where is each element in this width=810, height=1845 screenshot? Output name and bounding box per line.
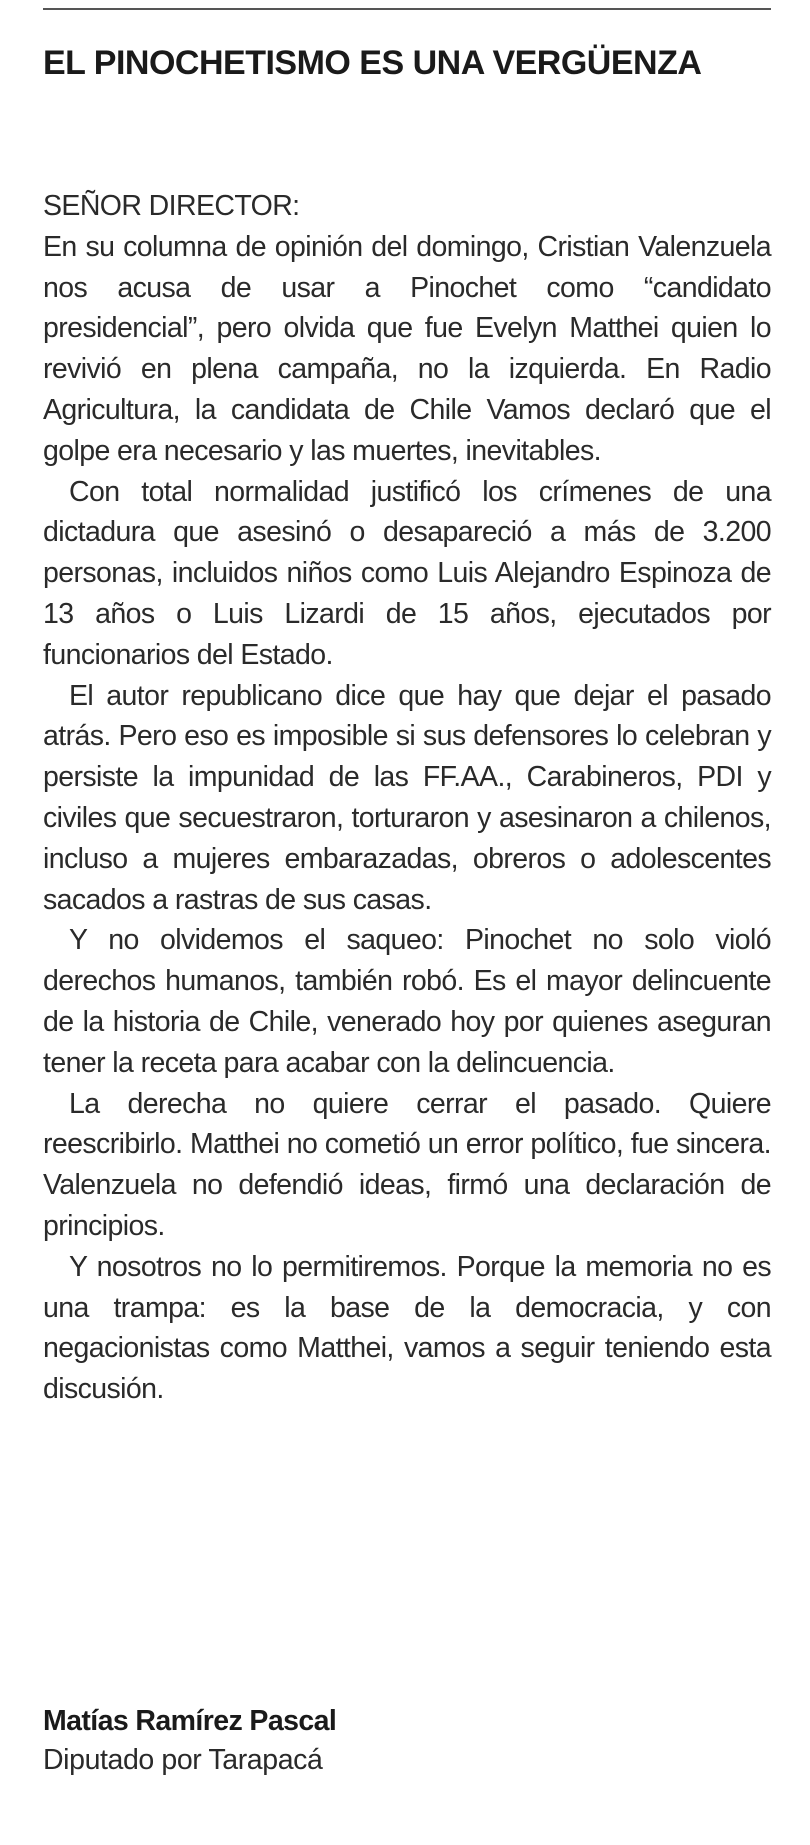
paragraph-2: Con total normalidad justificó los crímenes de una dictadura que asesinó o desapareció a más de 3.200 personas, incluidos niños como Luis Alejandro Espinoza de 13 años o Luis Lizardi de 15 años, ejecutados por funcionarios del Estado. [43, 475, 771, 671]
paragraph-4: Y no olvidemos el saqueo: Pinochet no solo violó derechos humanos, también robó. Es el mayor delincuente de la historia de Chile, venerado hoy por quienes aseguran tener la receta para acabar con la delincuencia. [43, 924, 771, 1079]
signature-block [43, 1702, 771, 1780]
top-divider [43, 8, 771, 10]
paragraph-3: El autor republicano dice que hay que dejar el pasado atrás. Pero eso es imposible si sus defensores lo celebran y persiste la impunidad de las FF.AA., Carabineros, PDI y civiles que secuestraron, torturaron y asesinaron a chilenos, incluso a mujeres embarazadas, obreros o adolescentes sacados a rastras de sus casas. [43, 679, 771, 916]
author-role: Diputado por Tarapacá [43, 1744, 323, 1776]
salutation: SEÑOR DIRECTOR: [43, 190, 300, 222]
letter-headline: EL PINOCHETISMO ES UNA VERGÜENZA [43, 44, 702, 82]
author-name: Matías Ramírez Pascal [43, 1705, 337, 1737]
paragraph-6: Y nosotros no lo permitiremos. Porque la memoria no es una trampa: es la base de la democracia, y con negacionistas como Matthei, vamos a seguir teniendo esta discusión. [43, 1250, 771, 1406]
letter-body [43, 186, 771, 1410]
paragraph-5: La derecha no quiere cerrar el pasado. Quiere reescribirlo. Matthei no cometió un error político, fue sincera. Valenzuela no defendió ideas, firmó una declaración de principios. [43, 1087, 771, 1242]
letter-page [43, 0, 771, 1845]
paragraph-1: En su columna de opinión del domingo, Cristian Valenzuela nos acusa de usar a Pinochet como “candidato presidencial”, pero olvida que fue Evelyn Matthei quien lo revivió en plena campaña, no la izquierda. En Radio Agricultura, la candidata de Chile Vamos declaró que el golpe era necesario y las muertes, inevitables. [43, 230, 771, 467]
